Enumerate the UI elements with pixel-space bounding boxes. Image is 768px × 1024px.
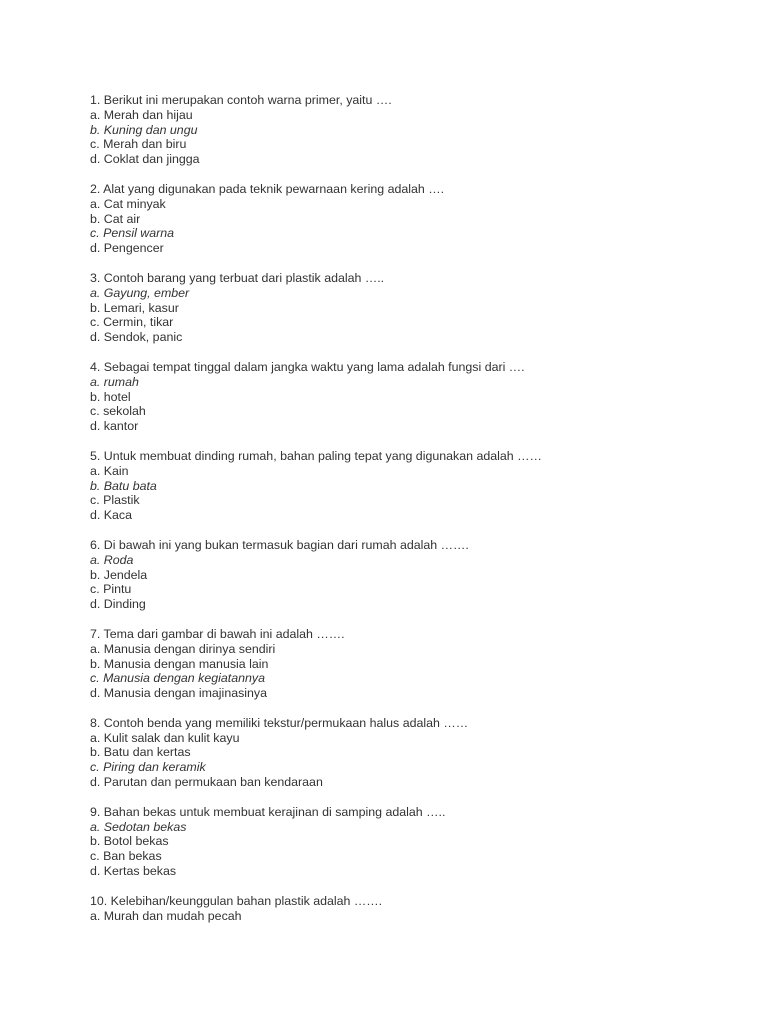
answer-option: d. Pengencer: [90, 241, 164, 256]
answer-option: d. Dinding: [90, 597, 146, 612]
answer-option: c. Pensil warna: [90, 226, 175, 241]
question-block-8: [90, 716, 750, 790]
question-block-1: [90, 93, 750, 167]
answer-option: b. Manusia dengan manusia lain: [90, 656, 269, 671]
answer-option: b. Batu bata: [90, 478, 157, 493]
question-block-5: [90, 449, 750, 523]
answer-option: a. Cat minyak: [90, 196, 166, 211]
question-text: 9. Bahan bekas untuk membuat kerajinan di samping adalah …..: [90, 804, 446, 819]
answer-option: a. Manusia dengan dirinya sendiri: [90, 641, 276, 656]
answer-option: c. sekolah: [90, 404, 146, 419]
answer-option: c. Piring dan keramik: [90, 760, 206, 775]
answer-option: d. Kaca: [90, 508, 133, 523]
answer-option: a. Gayung, ember: [90, 285, 190, 300]
answer-option: a. Murah dan mudah pecah: [90, 908, 242, 923]
answer-option: c. Plastik: [90, 493, 140, 508]
answer-option: d. Coklat dan jingga: [90, 152, 200, 167]
answer-option: a. Merah dan hijau: [90, 107, 193, 122]
question-document: [90, 93, 750, 938]
question-block-3: [90, 271, 750, 345]
question-block-2: [90, 182, 750, 256]
question-text: 10. Kelebihan/keunggulan bahan plastik adalah …….: [90, 893, 383, 908]
answer-option: a. Kain: [90, 463, 129, 478]
answer-option: d. kantor: [90, 419, 139, 434]
question-text: 6. Di bawah ini yang bukan termasuk bagian dari rumah adalah …….: [90, 537, 469, 552]
answer-option: b. Lemari, kasur: [90, 300, 179, 315]
answer-option: b. Botol bekas: [90, 834, 169, 849]
question-text: 1. Berikut ini merupakan contoh warna primer, yaitu ….: [90, 93, 392, 107]
answer-option: b. Kuning dan ungu: [90, 122, 198, 137]
question-block-7: [90, 627, 750, 701]
answer-option: b. hotel: [90, 389, 131, 404]
answer-option: d. Sendok, panic: [90, 330, 183, 345]
answer-option: d. Manusia dengan imajinasinya: [90, 686, 268, 701]
answer-option: a. Roda: [90, 552, 134, 567]
question-text: 3. Contoh barang yang terbuat dari plastik adalah …..: [90, 270, 385, 285]
question-block-10: [90, 894, 750, 924]
question-block-4: [90, 360, 750, 434]
answer-option: c. Merah dan biru: [90, 137, 187, 152]
answer-option: c. Pintu: [90, 582, 132, 597]
question-text: 2. Alat yang digunakan pada teknik pewarnaan kering adalah ….: [90, 181, 445, 196]
answer-option: a. Kulit salak dan kulit kayu: [90, 730, 240, 745]
answer-option: c. Ban bekas: [90, 849, 162, 864]
answer-option: b. Batu dan kertas: [90, 745, 191, 760]
answer-option: b. Cat air: [90, 211, 141, 226]
question-text: 5. Untuk membuat dinding rumah, bahan paling tepat yang digunakan adalah ……: [90, 448, 542, 463]
answer-option: a. Sedotan bekas: [90, 819, 187, 834]
question-text: 8. Contoh benda yang memiliki tekstur/permukaan halus adalah ……: [90, 715, 469, 730]
answer-option: d. Parutan dan permukaan ban kendaraan: [90, 775, 323, 790]
answer-option: b. Jendela: [90, 567, 148, 582]
answer-option: c. Cermin, tikar: [90, 315, 174, 330]
answer-option: d. Kertas bekas: [90, 864, 177, 879]
answer-option: a. rumah: [90, 374, 139, 389]
question-text: 7. Tema dari gambar di bawah ini adalah …….: [90, 626, 345, 641]
answer-option: c. Manusia dengan kegiatannya: [90, 671, 265, 686]
question-block-9: [90, 805, 750, 879]
question-text: 4. Sebagai tempat tinggal dalam jangka waktu yang lama adalah fungsi dari ….: [90, 359, 525, 374]
question-block-6: [90, 538, 750, 612]
